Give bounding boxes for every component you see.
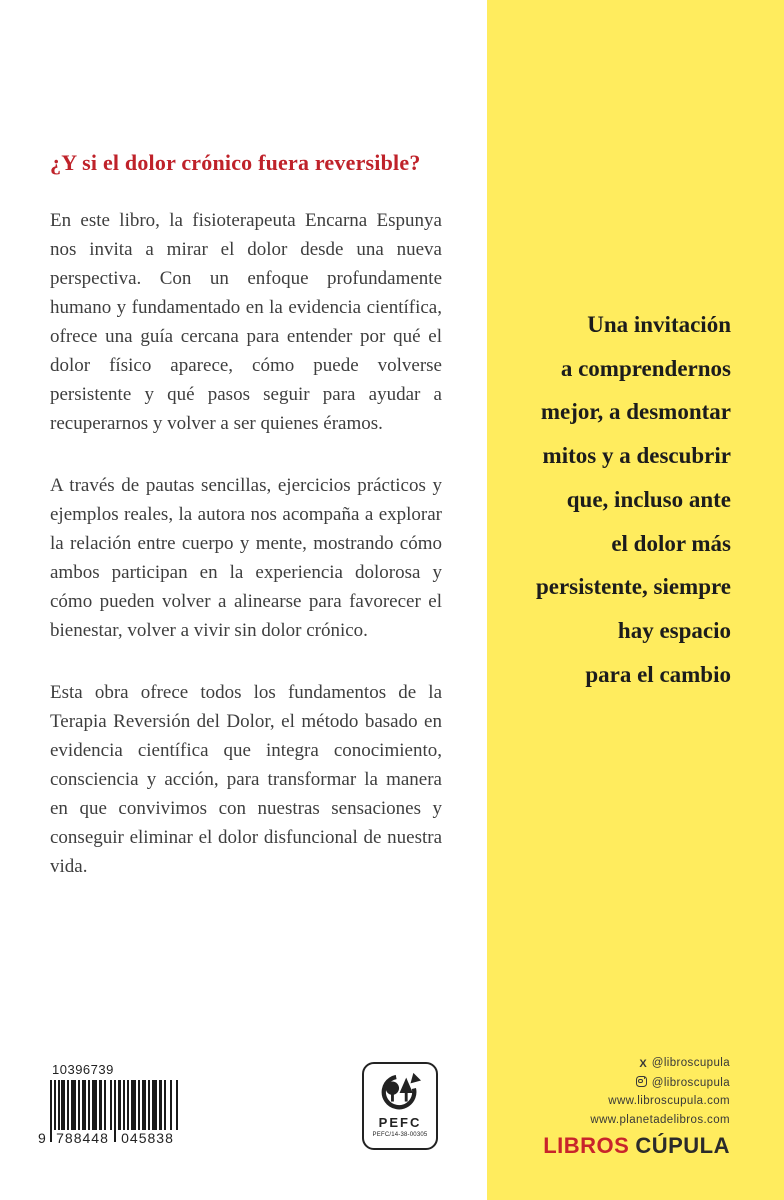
quote-line: que, incluso ante bbox=[566, 486, 731, 512]
publisher-logo-cupula: CÚPULA bbox=[635, 1133, 730, 1158]
x-handle: @libroscupula bbox=[651, 1057, 730, 1069]
quote-line: a comprendernos bbox=[560, 355, 731, 381]
description-paragraph: En este libro, la fisioterapeuta Encarna Espunya nos invita a mirar el dolor desde una nueva perspectiva. Con un enfoque profundamente humano y fundamentado en la evidencia científica, ofrece una guía cercana para entender por qué el dolor físico aparece, cómo puede volverse persistente y qué pasos seguir para ayudar a recuperarnos y volver a ser quienes éramos. bbox=[50, 210, 442, 434]
instagram-icon bbox=[636, 1076, 647, 1087]
quote-line: mitos y a descubrir bbox=[542, 443, 731, 469]
pefc-certification-mark bbox=[362, 1062, 438, 1150]
quote-line: hay espacio bbox=[617, 617, 731, 643]
yellow-side-panel bbox=[487, 0, 784, 1200]
x-social-icon: X bbox=[639, 1058, 647, 1070]
description-paragraph: Esta obra ofrece todos los fundamentos de la Terapia Reversión del Dolor, el método basado en evidencia científica que integra conocimiento, consciencia y acción, para transformar la manera en que convivimos con nuestras sensaciones y conseguir eliminar el dolor disfuncional de nuestra vida. bbox=[50, 682, 442, 877]
pefc-cert-number: PEFC/14-38-00305 bbox=[372, 1132, 428, 1138]
pefc-trees-recycle-icon bbox=[376, 1071, 424, 1113]
product-code: 10396739 bbox=[52, 1062, 114, 1077]
description-paragraph: A través de pautas sencillas, ejercicios prácticos y ejemplos reales, la autora nos acompaña a explorar la relación entre cuerpo y mente, mostrando cómo ambos participan en la experiencia dolorosa y cómo pueden volver a alinearse para favorecer el bienestar, volver a vivir sin dolor crónico. bbox=[50, 475, 442, 641]
quote-line: el dolor más bbox=[611, 530, 731, 556]
publisher-logo-libros: LIBROS bbox=[543, 1133, 630, 1158]
quote-line: persistente, siempre bbox=[535, 574, 731, 600]
quote-line: mejor, a desmontar bbox=[540, 399, 731, 425]
website-planetadelibros: www.planetadelibros.com bbox=[590, 1113, 730, 1126]
isbn-digits bbox=[38, 1130, 180, 1146]
instagram-social-line bbox=[487, 1074, 730, 1093]
isbn-first-digit: 9 bbox=[38, 1130, 50, 1146]
isbn-group-2: 045838 bbox=[117, 1130, 178, 1146]
pull-quote bbox=[487, 303, 731, 696]
instagram-handle: @libroscupula bbox=[651, 1076, 730, 1089]
pefc-label: PEFC bbox=[378, 1115, 422, 1130]
website-libroscupula: www.libroscupula.com bbox=[608, 1095, 730, 1107]
barcode-block bbox=[38, 1062, 180, 1146]
publisher-logo bbox=[487, 1133, 730, 1158]
quote-line: Una invitación bbox=[587, 312, 731, 337]
description-text bbox=[50, 206, 442, 881]
publisher-footer bbox=[487, 1054, 730, 1156]
isbn-group-1: 788448 bbox=[52, 1130, 113, 1146]
back-cover-headline: ¿Y si el dolor crónico fuera reversible? bbox=[50, 150, 421, 175]
quote-line: para el cambio bbox=[585, 661, 731, 687]
x-social-line bbox=[487, 1054, 730, 1074]
